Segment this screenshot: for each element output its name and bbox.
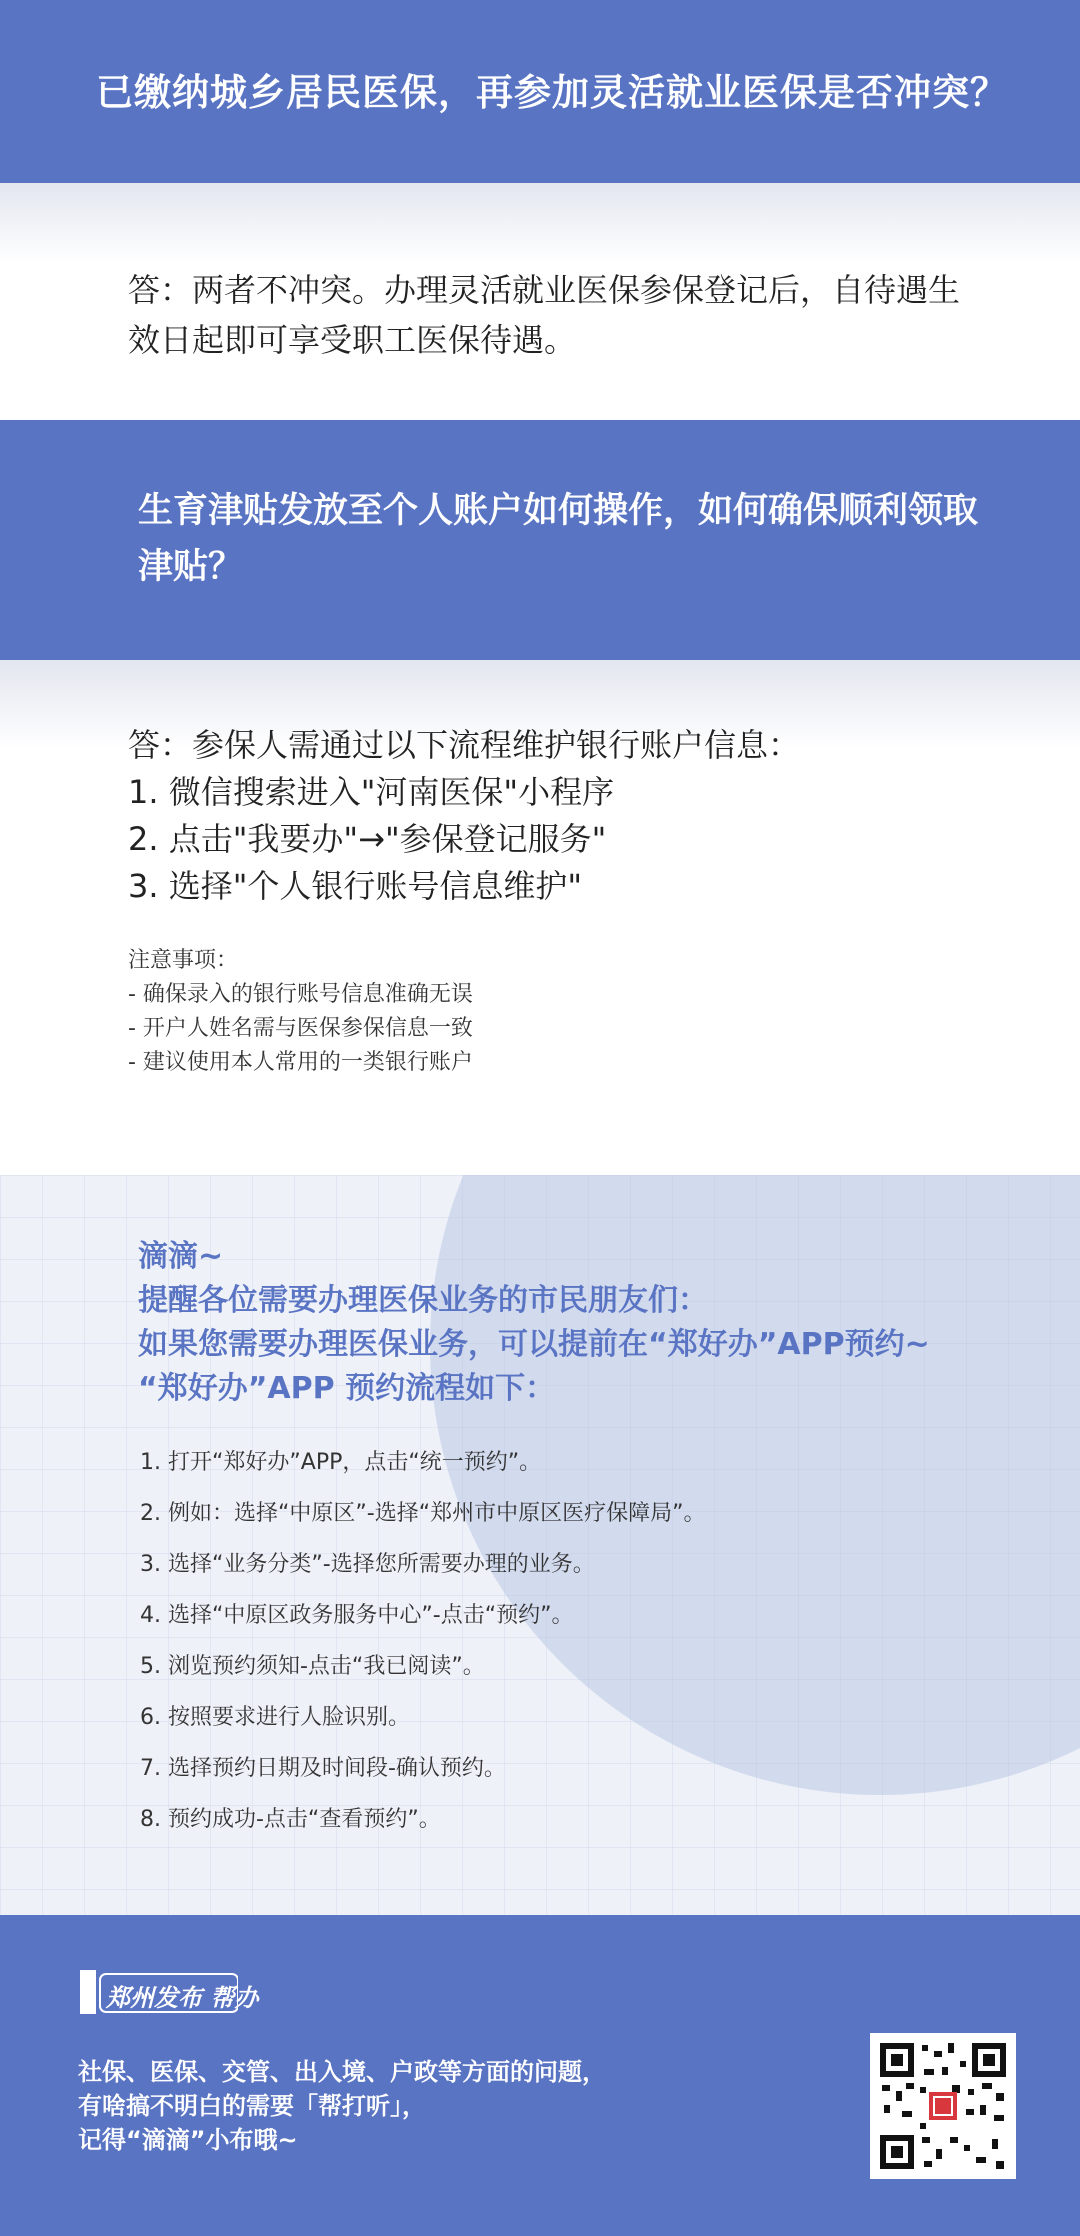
- slogan-line: 有啥搞不明白的需要「帮打听」，: [78, 2092, 426, 2120]
- step-item: 8. 预约成功-点击“查看预约”。: [140, 1807, 441, 1832]
- question-title-2: 生育津贴发放至个人账户如何操作，如何确保顺利领取津贴？: [138, 491, 979, 587]
- shadow-divider: [0, 183, 1080, 263]
- appointment-steps: [140, 1448, 706, 1856]
- answer-line: 3. 选择"个人银行账号信息维护": [128, 867, 583, 905]
- slogan-line: 记得“滴滴”小布哦~: [78, 2126, 298, 2154]
- appointment-heading: [138, 1235, 1018, 1411]
- step-item: 6. 按照要求进行人脸识别。: [140, 1705, 410, 1730]
- answer-line: 2. 点击"我要办"→"参保登记服务": [128, 820, 607, 858]
- logo-text: 郑州发布 帮办: [106, 1984, 259, 2012]
- note-item: - 确保录入的银行账号信息准确无误: [128, 982, 473, 1007]
- question-title-1: 已缴纳城乡居民医保，再参加灵活就业医保是否冲突？: [96, 71, 1008, 114]
- heading-line: “郑好办”APP 预约流程如下：: [138, 1371, 556, 1406]
- notes-list: [128, 944, 473, 1080]
- answer-line: 1. 微信搜索进入"河南医保"小程序: [128, 773, 615, 811]
- step-item: 5. 浏览预约须知-点击“我已阅读”。: [140, 1654, 485, 1679]
- question-banner-1: [0, 0, 1080, 183]
- slogan-line: 社保、医保、交管、出入境、户政等方面的问题，: [78, 2058, 606, 2086]
- heading-line: 提醒各位需要办理医保业务的市民朋友们：: [138, 1283, 708, 1318]
- answer-line: 答：参保人需通过以下流程维护银行账户信息：: [128, 726, 801, 764]
- qr-code[interactable]: [870, 2033, 1016, 2179]
- zhengzhou-logo: [78, 1968, 259, 2024]
- heading-line: 如果您需要办理医保业务，可以提前在“郑好办”APP预约~: [138, 1327, 930, 1362]
- answer-1: 答：两者不冲突。办理灵活就业医保参保登记后，自待遇生效日起即可享受职工医保待遇。: [128, 271, 961, 359]
- step-item: 7. 选择预约日期及时间段-确认预约。: [140, 1756, 506, 1781]
- step-item: 3. 选择“业务分类”-选择您所需要办理的业务。: [140, 1552, 595, 1577]
- heading-line: 滴滴~: [138, 1239, 224, 1274]
- note-item: - 建议使用本人常用的一类银行账户: [128, 1050, 473, 1075]
- note-item: - 开户人姓名需与医保参保信息一致: [128, 1016, 473, 1041]
- step-item: 2. 例如：选择“中原区”-选择“郑州市中原区医疗保障局”。: [140, 1501, 706, 1526]
- step-item: 4. 选择“中原区政务服务中心”-点击“预约”。: [140, 1603, 574, 1628]
- answer-2: [128, 722, 1028, 910]
- footer-slogan: [78, 2055, 606, 2157]
- step-item: 1. 打开“郑好办”APP，点击“统一预约”。: [140, 1450, 542, 1475]
- notes-title: 注意事项：: [128, 948, 239, 973]
